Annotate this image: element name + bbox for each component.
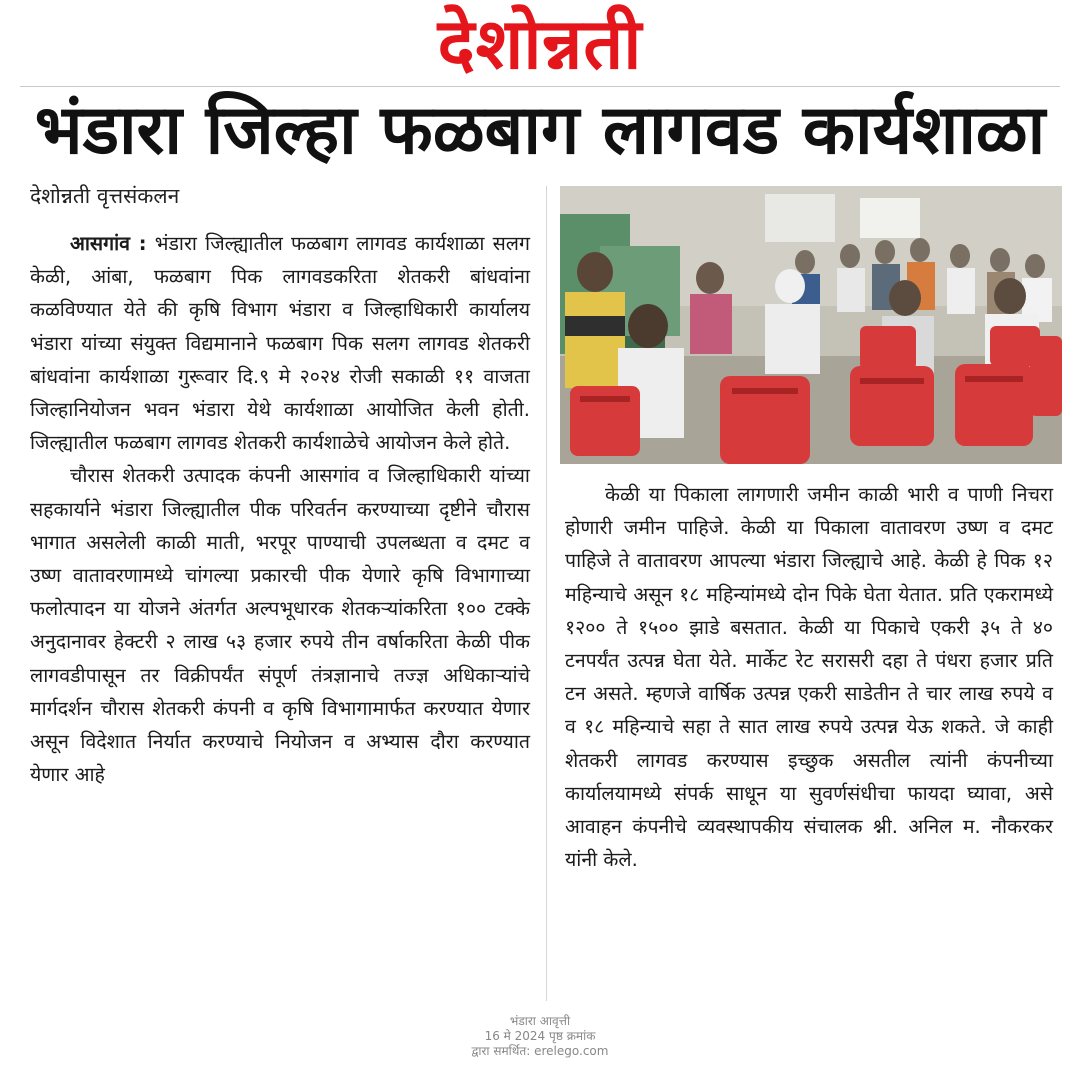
article-right-column bbox=[565, 478, 1053, 998]
article-paragraph-1 bbox=[30, 227, 530, 459]
masthead-logo: देशोन्नती bbox=[437, 3, 643, 85]
article-paragraph-3: केळी या पिकाला लागणारी जमीन काळी भारी व पाणी निचरा होणारी जमीन पाहिजे. केळी या पिकाला वातावरण उष्ण व दमट पाहिजे ते वातावरण आपल्या भंडारा जिल्ह्याचे आहे. केळी हे पिक १२ महिन्याचे असून १८ महिन्यांमध्ये दोन पिके घेता येतात. प्रति एकरामध्ये १२०० ते १५०० झाडे बसतात. केळी या पिकाचे एकरी ३५ ते ४० टनपर्यंत उत्पन्न घेता येते. मार्केट रेट सरासरी दहा ते पंधरा हजार प्रति टन असते. म्हणजे वार्षिक उत्पन्न एकरी साडेतीन ते चार लाख रुपये व व १८ महिन्याचे सहा ते सात लाख रुपये उत्पन्न येऊ शकते. जे काही शेतकरी लागवड करण्यास इच्छुक असतील त्यांनी कंपनीच्या कार्यालयामध्ये संपर्क साधून या सुवर्णसंधीचा फायदा घ्यावा, असे आवाहन कंपनीचे व्यवस्थापकीय संचालक श्नी. अनिल म. नौकरकर यांनी केले. bbox=[565, 483, 1053, 872]
edition-label: भंडारा आवृत्ती bbox=[509, 1014, 571, 1028]
masthead-rule bbox=[20, 86, 1060, 87]
byline: देशोन्नती वृत्तसंकलन bbox=[30, 184, 180, 208]
masthead bbox=[0, 0, 1080, 86]
page-footer bbox=[0, 1014, 1080, 1059]
powered-by-link[interactable]: द्वारा समर्थित: erelego.com bbox=[471, 1044, 609, 1058]
article-left-column bbox=[30, 227, 530, 997]
meeting-photo-illustration bbox=[560, 186, 1062, 464]
paragraph-text: भंडारा जिल्ह्यातील फळबाग लागवड कार्यशाळा सलग केळी, आंबा, फळबाग पिक लागवडकरिता शेतकरी बांधवांना कळविण्यात येते की कृषि विभाग भंडारा व जिल्हाधिकारी कार्यालय भंडारा यांच्या संयुक्त विद्यमानाने फळबाग पिक सलग लागवड शेतकरी बांधवांना कार्यशाळा गुरूवार दि.९ मे २०२४ रोजी सकाळी ११ वाजता जिल्हानियोजन भवन भंडारा येथे कार्यशाळा आयोजित केली होती. जिल्ह्यातील फळबाग लागवड शेतकरी कार्यशाळेचे आयोजन केले होते. bbox=[30, 232, 531, 455]
date-page-label: 16 मे 2024 पृष्ठ क्रमांक bbox=[484, 1029, 596, 1043]
article-paragraph-2: चौरास शेतकरी उत्पादक कंपनी आसगांव व जिल्हाधिकारी यांच्या सहकार्याने भंडारा जिल्ह्यातील पीक परिवर्तन करण्याच्या दृष्टीने चौरास भागात असलेली काळी माती, भरपूर पाण्याची उपलब्धता व दमट व उष्ण वातावरणामध्ये चांगल्या प्रकारची पीक येणारे कृषि विभागाच्या फलोत्पादन या योजने अंतर्गत अल्पभूधारक शेतकऱ्यांकरिता १०० टक्के अनुदानावर हेक्टरी २ लाख ५३ हजार रुपये तीन वर्षाकरिता केळी पीक लागवडीपासून तर विक्रीपर्यंत संपूर्ण तंत्रज्ञानाचे तज्ज्ञ अधिकाऱ्यांचे मार्गदर्शन चौरास शेतकरी कंपनी व कृषि विभागामार्फत करण्यात येणार असून विदेशात निर्यात करण्याचे नियोजन व अभ्यास दौरा करण्यात येणार आहे bbox=[30, 464, 530, 787]
dateline: आसगांव : bbox=[70, 232, 147, 255]
column-divider bbox=[546, 186, 547, 1001]
headline: भंडारा जिल्हा फळबाग लागवड कार्यशाळा bbox=[34, 91, 1046, 170]
article-photo bbox=[560, 186, 1062, 464]
